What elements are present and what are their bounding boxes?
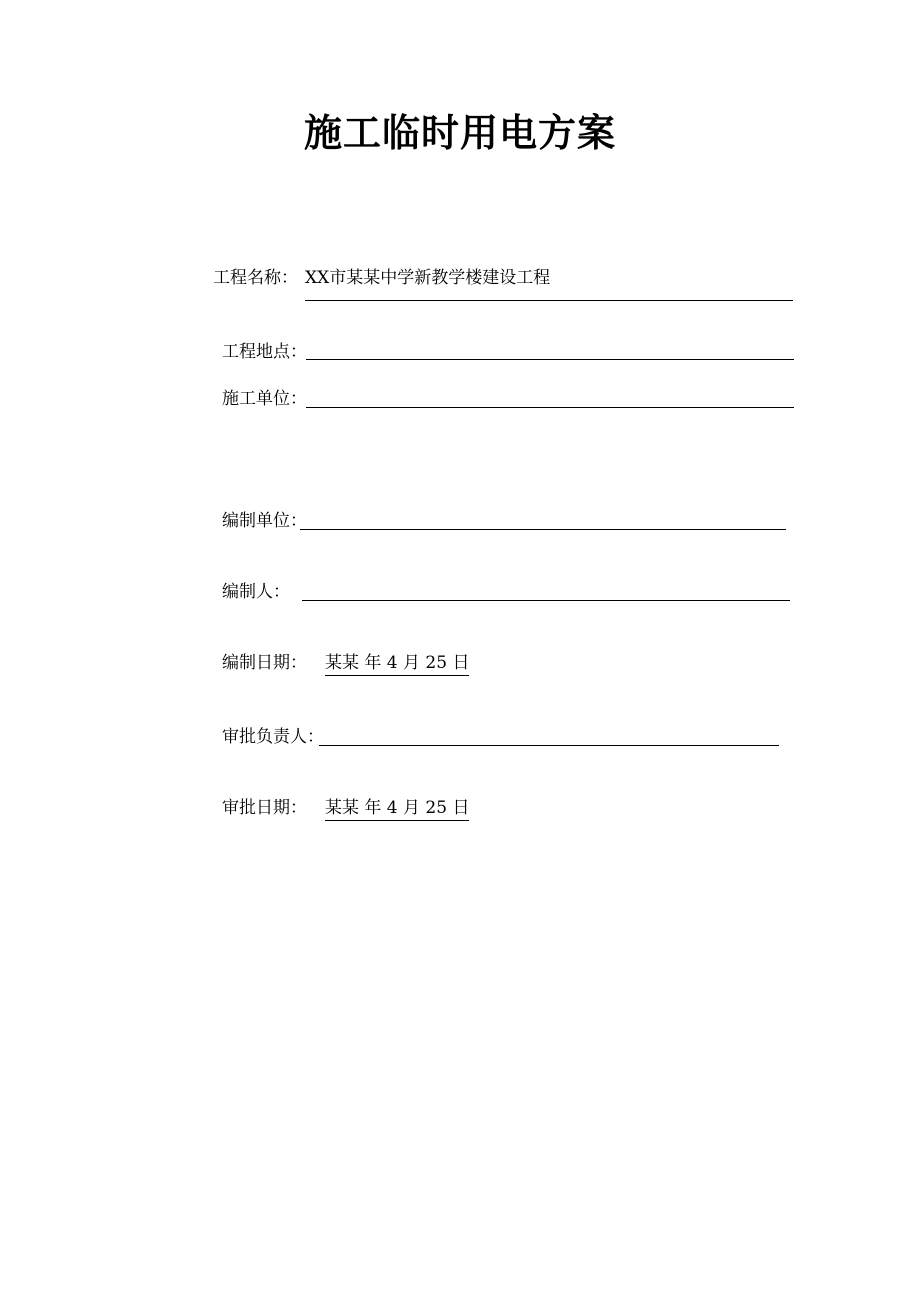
compiling-unit-underline <box>300 529 786 530</box>
project-name-value: XX市某某中学新教学楼建设工程 <box>305 268 551 288</box>
compiler-label: 编制人： <box>222 582 290 602</box>
construction-unit-label: 施工单位： <box>222 389 307 409</box>
compiler-underline <box>302 600 790 601</box>
approve-date-value: 某某 年 4 月 25 日 <box>325 797 469 821</box>
approve-date-label: 审批日期： <box>222 798 307 818</box>
approver-underline <box>319 745 779 746</box>
project-location-underline <box>306 359 794 360</box>
construction-unit-underline <box>306 407 794 408</box>
project-location-label: 工程地点： <box>222 342 307 362</box>
project-name-label: 工程名称： <box>213 268 298 288</box>
document-title: 施工临时用电方案 <box>303 110 616 155</box>
approver-label: 审批负责人： <box>222 727 324 747</box>
project-name-underline <box>305 300 793 301</box>
compiling-unit-label: 编制单位： <box>222 511 307 531</box>
compile-date-label: 编制日期： <box>222 653 307 673</box>
compile-date-value: 某某 年 4 月 25 日 <box>325 652 469 676</box>
